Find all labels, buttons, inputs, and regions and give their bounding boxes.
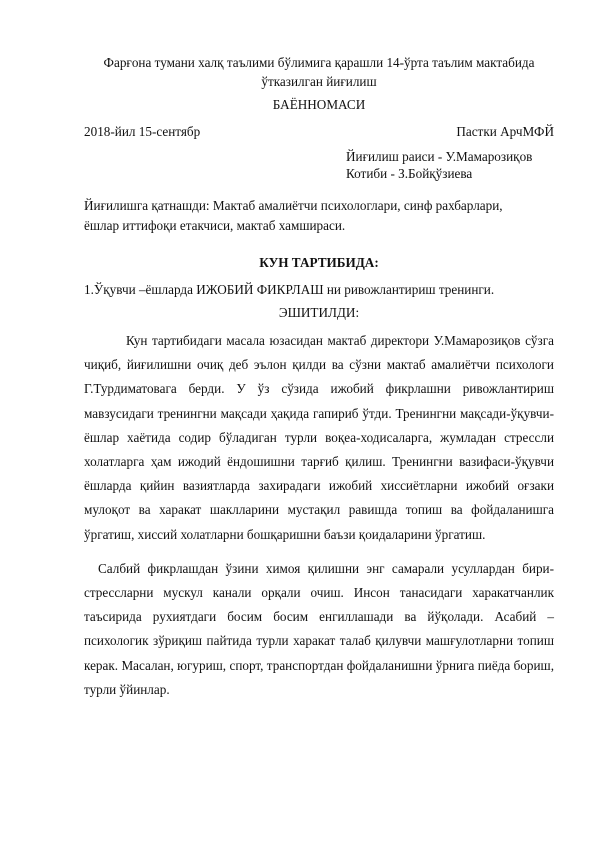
- attendees-line-2: ёшлар иттифоқи етакчиси, мактаб хамшираси.: [84, 218, 346, 233]
- meeting-officials: [346, 148, 554, 182]
- attendees-line-1: Йиғилишга қатнашди: Мактаб амалиётчи психологлари, синф рахбарлари,: [84, 198, 503, 213]
- meeting-secretary: Котиби - З.Бойқўзиева: [346, 166, 473, 181]
- body-paragraph-2: Салбий фикрлашдан ўзини химоя қилишни энг самарали усуллардан бири-стрессларни мускул канали орқали очиш. Инсон танасидаги харакатчанлик таъсирида рухиятдаги босим босим енгиллашади ва йўқолади. Асабий – психологик зўриқиш пайтида турли харакат талаб қилувчи машғулотларни топиш керак. Масалан, югуриш, спорт, транспортдан фойдаланишни ўрнига пиёда бориш, турли ўйинлар.: [84, 560, 554, 697]
- header-line-1: Фарғона тумани халқ таълими бўлимига қарашли 14-ўрта таълим мактабида: [103, 55, 535, 70]
- agenda-title: КУН ТАРТИБИДА:: [259, 255, 379, 270]
- date-location-row: [84, 123, 554, 140]
- attendees-block: [84, 196, 554, 236]
- meeting-location: Пастки АрчМФЙ: [456, 124, 554, 139]
- document-title: БАЁННОМАСИ: [272, 97, 366, 112]
- header-line-2: ўтказилган йиғилиш: [261, 74, 377, 89]
- agenda-item-1: 1.Ўқувчи –ёшларда ИЖОБИЙ ФИКРЛАШ ни ривожлантириш тренинги.: [84, 282, 495, 297]
- body-paragraph-1: Кун тартибидаги масала юзасидан мактаб директори У.Мамарозиқов сўзга чиқиб, йиғилишни очиқ деб эълон қилди ва сўзни мактаб амалиётчи психологи Г.Турдиматовага берди. У ўз сўзида ижобий фикрлашни ривожлантириш мавзусидаги тренингни мақсади ҳақида гапириб ўтди. Тренингни мақсади-ўқувчи-ёшлар хаётида содир бўладиган турли воқеа-ходисаларга, жумладан стрессли холатларга ҳам ижодий ёндошишни тарғиб қилиш. Тренингни вазифаси-ўқувчи ёшларда қийин вазиятларда захирадаги ижобий хиссиётларни ижобий оғзаки мулоқот ва харакат шаклларини мустақил равишда топиш ва фойдаланишга ўргатиш, хиссий холатларни бошқаришни баъзи қоидаларини ўргатиш.: [84, 333, 554, 542]
- heard-title: ЭШИТИЛДИ:: [278, 305, 360, 320]
- meeting-date: 2018-йил 15-сентябр: [84, 124, 201, 139]
- meeting-chair: Йиғилиш раиси - У.Мамарозиқов: [346, 149, 533, 164]
